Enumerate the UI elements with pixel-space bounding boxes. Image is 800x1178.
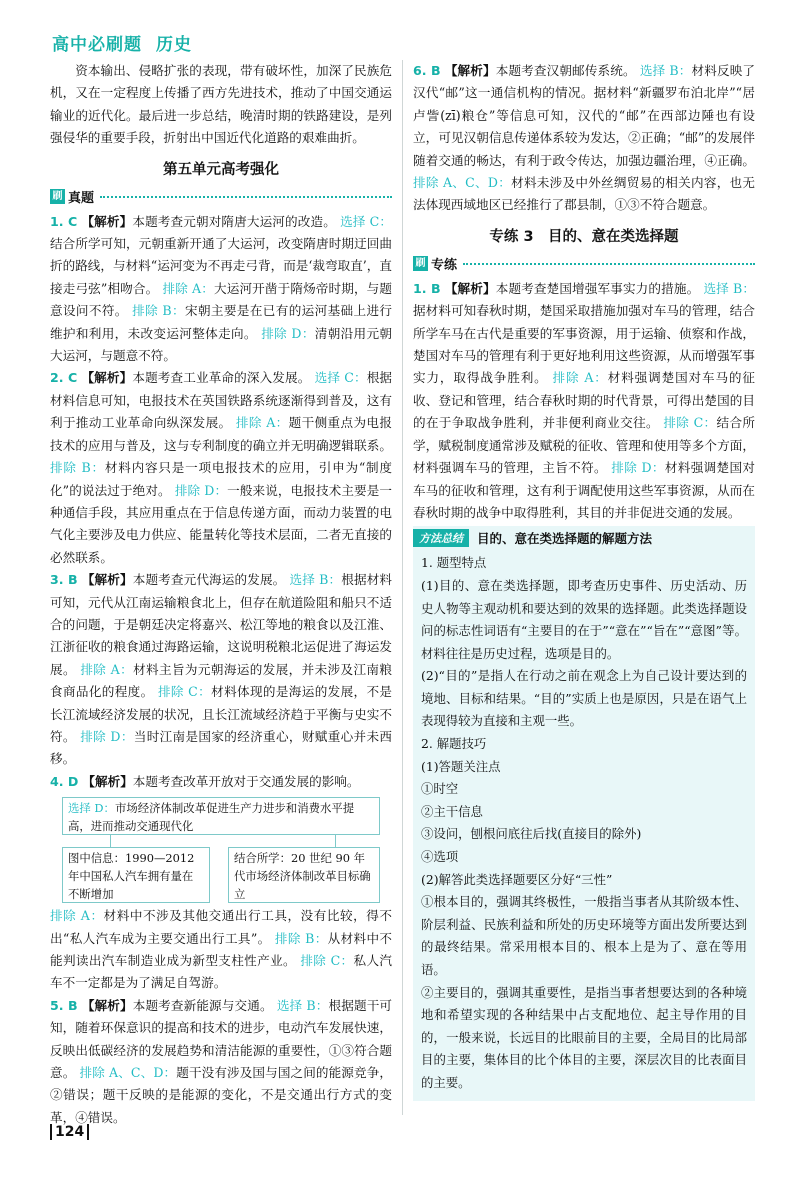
- answer-5: 5. B 【解析】本题考查新能源与交通。 选择 B：根据题干可知，随着环保意识的提高和技术的进步，电动汽车发展快速，反映出低碳经济的发展趋势和清洁能源的重要性，①③符合题意。 排除 A、C、D：题干没有涉及国与国之间的能源竞争，②错误；题干反映的是能源的变化，不是交通出行方式的变革，④错误。: [50, 997, 393, 1125]
- section-header-zhenti: [50, 187, 392, 207]
- page-number: 124: [50, 1124, 89, 1140]
- answer-6: 6. B 【解析】本题考查汉朝邮传系统。 选择 B：材料反映了汉代“邮”这一通信机构的情况。据材料“新疆罗布泊北岸”“居卢訾(zī)粮仓”等信息可知，汉代的“邮”在西部边陲也有设立，可见汉朝信息传递体系较为发达，②正确；“邮”的发展伴随着交通的畅达，有利于政令传达，加强边疆治理，④正确。 排除 A、C、D：材料未涉及中外丝绸贸易的相关内容，也无法体现西域地区已经推行了郡县制，①③不符合题意。: [413, 63, 756, 213]
- right-column: [413, 60, 755, 1101]
- method-line: (2)“目的”是指人在行动之前在观念上为自己设计要达到的境地、目标和结果。“目的”实质上也是原因，只是在语气上表现得较为直接和主观一些。: [421, 668, 747, 729]
- method-tag: 方法总结: [413, 529, 469, 547]
- method-line: ①根本目的，强调其终极性，一般指当事者从其阶级本性、阶层利益、民族利益和所处的历史环境等方面出发所要达到的最终结果。常采用根本目的、根本上是为了、意在等用语。: [421, 894, 747, 977]
- answer-4: 4. D 【解析】本题考查改革开放对于交通发展的影响。: [50, 773, 360, 789]
- running-header: [52, 30, 192, 55]
- method-line: ③设问，刨根问底往后找(直接目的除外): [421, 826, 642, 842]
- left-column: [50, 60, 392, 1129]
- diagram-left-box: 图中信息：1990—2012 年中国私人汽车拥有量在不断增加: [62, 847, 210, 903]
- diagram-connector: [335, 835, 336, 847]
- unit-title: 第五单元高考强化: [163, 161, 279, 178]
- subject-title: 历史: [156, 35, 192, 55]
- diagram-right-box: 结合所学：20 世纪 90 年代市场经济体制改革目标确立: [228, 847, 380, 903]
- method-line: (1)答题关注点: [421, 758, 501, 774]
- diagram-top-box: 选择 D：市场经济体制改革促进生产力进步和消费水平提高，进而推动交通现代化: [62, 797, 380, 835]
- drill-title: 专练 3 目的、意在类选择题: [489, 228, 679, 245]
- brush-icon: 刷: [50, 189, 65, 204]
- answer-2: 2. C 【解析】本题考查工业革命的深入发展。 选择 C：根据材料信息可知，电报技术在英国铁路系统逐渐得到普及，这有利于推动工业革命向纵深发展。 排除 A：题干侧重点为电报技术的应用与普及，这与专利制度的确立并无明确逻辑联系。 排除 B：材料内容只是一项电报技术的应用，引申为“制度化”的说法过于绝对。 排除 D：一般来说，电报技术主要是一种通信手段，其应用重点在于信息传递方面，而动力装置的电气化主要涉及电力供应、能量转化等技术层面，二者无直接的必然联系。: [50, 370, 393, 565]
- method-line: 2. 解题技巧: [421, 736, 487, 752]
- method-line: (1)目的、意在类选择题，即考查历史事件、历史活动、历史人物等主观动机和要达到的效果的选择题。此类选择题设问的标志性词语有“主要目的在于”“意在”“旨在”“意图”等。材料往往是历史过程，选项是目的。: [421, 577, 747, 661]
- answer-1: 1. C 【解析】本题考查元朝对隋唐大运河的改造。 选择 C：结合所学可知，元朝重新开通了大运河，改变隋唐时期迂回曲折的路线，与材料“运河变为不再走弓背，而是‘裁弯取直’，直接走弓弦”相吻合。 排除 A：大运河开凿于隋炀帝时期，与题意设问不符。 排除 B：宋朝主要是在已有的运河基础上进行维护和利用，未改变运河整体走向。 排除 D：清朝沿用元朝大运河，与题意不符。: [50, 213, 393, 364]
- section-label: 真题: [68, 191, 95, 207]
- method-summary-box: [413, 526, 755, 1100]
- dotted-rule: [463, 263, 755, 265]
- dotted-rule: [100, 196, 392, 198]
- method-line: ②主要目的，强调其重要性，是指当事者想要达到的各种境地和希望实现的各种结果中占支配地位、起主导作用的目的，一般来说，长远目的比眼前目的主要，全局目的比局部目的主要，集体目的比个体目的主要，深层次目的比表面目的主要。: [421, 984, 747, 1090]
- drill-answer-1: 1. B 【解析】本题考查楚国增强军事实力的措施。 选择 B：据材料可知春秋时期，楚国采取措施加强对车马的管理，结合所学车马在古代是重要的军事资源，用于运输、侦察和作战，楚国对车马的管理有利于更好地利用这些资源，从而增强军事实力，取得战争胜利。 排除 A：材料强调楚国对车马的征收、登记和管理，结合春秋时期的时代背景，可得出楚国的目的在于争取战争胜利，并非便利商业交往。 排除 C：结合所学，赋税制度通常涉及赋税的征收、管理和使用等多个方面，材料强调车马的管理，主旨不符。 排除 D：材料强调楚国对车马的征收和管理，这有利于调配使用这些军事资源，从而在春秋时期的战争中取得胜利，其目的并非促进交通的发展。: [413, 280, 756, 520]
- method-line: ②主干信息: [421, 803, 483, 819]
- method-line: ④选项: [421, 849, 459, 865]
- brush-icon: 刷: [413, 256, 428, 271]
- book-title: 高中必刷题: [52, 35, 142, 55]
- answer-4-cont: 排除 A：材料中不涉及其他交通出行工具，没有比较，得不出“私人汽车成为主要交通出行工具”。 排除 B：从材料中不能判读出汽车制造业成为新型支柱性产业。 排除 C：私人汽车不一定都是为了满足自驾游。: [50, 908, 393, 991]
- section-label: 专练: [431, 258, 458, 274]
- reasoning-diagram: [50, 795, 392, 903]
- diagram-connector: [110, 835, 111, 847]
- method-line: ①时空: [421, 781, 459, 797]
- method-line: (2)解答此类选择题要区分好“三性”: [421, 871, 613, 887]
- section-header-zhuanlian: [413, 254, 755, 274]
- column-divider: [402, 60, 403, 1115]
- answer-3: 3. B 【解析】本题考查元代海运的发展。 选择 B：根据材料可知，元代从江南运输粮食北上，但存在航道险阻和船只不适合的问题，于是朝廷决定将嘉兴、松江等地的粮食以及江淮、江浙征收的粮食通过海路运输，这说明税粮北运促进了海运发展。 排除 A：材料主旨为元朝海运的发展，并未涉及江南粮食商品化的程度。 排除 C：材料体现的是海运的发展，不是长江流域经济发展的状况，且长江流域经济趋于平衡与史实不符。 排除 D：当时江南是国家的经济重心，财赋重心并未西移。: [50, 572, 393, 767]
- method-line: 1. 题型特点: [421, 555, 487, 571]
- intro-paragraph: 资本输出、侵略扩张的表现，带有破坏性，加深了民族危机，又在一定程度上传播了西方先进技术，推动了中国交通运输业的近代化。最后进一步总结，晚清时期的铁路建设，是列强侵华的重要手段，折射出中国近代化道路的艰难曲折。: [50, 63, 392, 146]
- method-title: 目的、意在类选择题的解题方法: [477, 531, 653, 547]
- method-summary-header: [413, 528, 755, 548]
